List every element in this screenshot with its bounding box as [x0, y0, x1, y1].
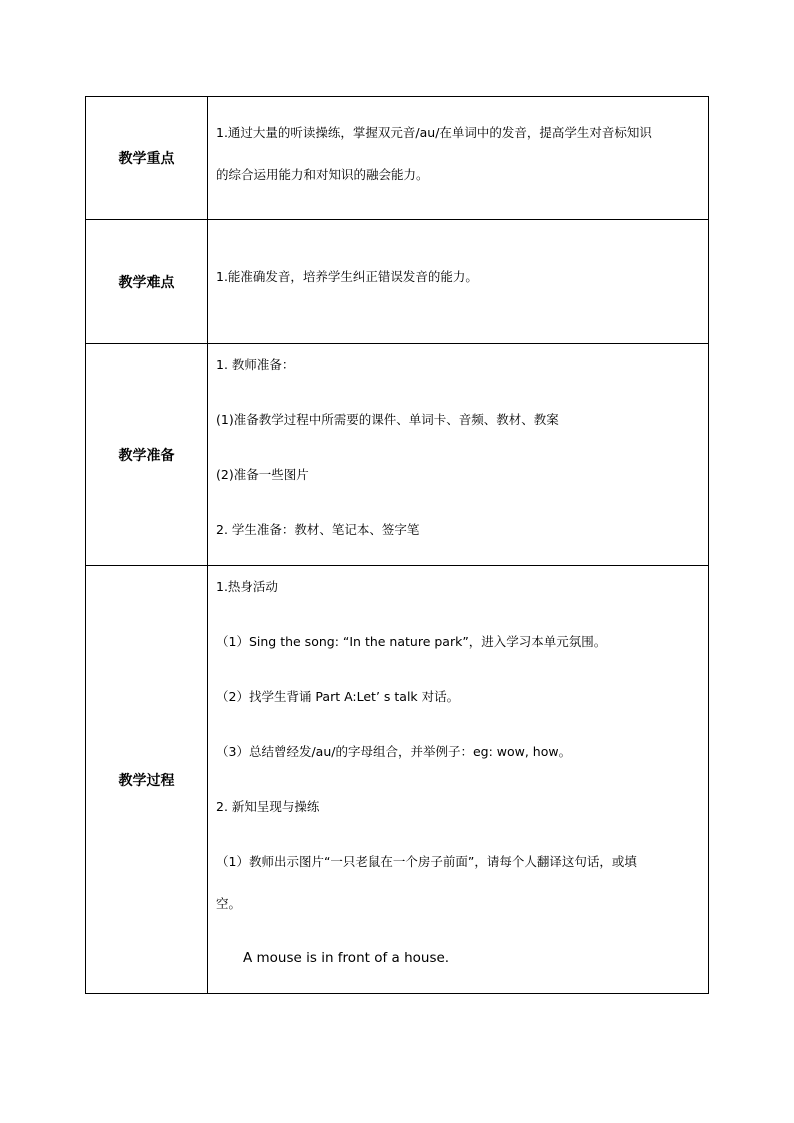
table-row: [86, 220, 709, 344]
row-content: [208, 97, 709, 220]
paragraph: 1.热身活动: [216, 579, 278, 594]
paragraph: （1）Sing the song: “In the nature park”，进入学习本单元氛围。: [216, 634, 607, 649]
row-content: [208, 220, 709, 344]
paragraph: 1.能准确发音，培养学生纠正错误发音的能力。: [216, 269, 478, 284]
table-row: [86, 566, 709, 994]
paragraph: （3）总结曾经发/au/的字母组合，并举例子：eg: wow, how。: [216, 744, 572, 759]
row-label: 教学重点: [86, 97, 208, 220]
table-row: [86, 97, 709, 220]
example-sentence: A mouse is in front of a house.: [243, 950, 450, 966]
lesson-plan-table: [85, 96, 709, 994]
row-content: [208, 344, 709, 566]
row-label: 教学准备: [86, 344, 208, 566]
paragraph: (1)准备教学过程中所需要的课件、单词卡、音频、教材、教案: [216, 412, 559, 427]
row-label: 教学难点: [86, 220, 208, 344]
paragraph: （2）找学生背诵 Part A:Let’ s talk 对话。: [216, 689, 460, 704]
paragraph: 1.通过大量的听读操练，掌握双元音/au/在单词中的发音，提高学生对音标知识: [216, 125, 652, 140]
row-content: [208, 566, 709, 994]
paragraph: (2)准备一些图片: [216, 467, 309, 482]
paragraph: 空。: [216, 896, 242, 911]
paragraph: （1）教师出示图片“一只老鼠在一个房子前面”，请每个人翻译这句话，或填: [216, 854, 637, 869]
paragraph: 2. 学生准备：教材、笔记本、签字笔: [216, 522, 420, 537]
table-row: [86, 344, 709, 566]
paragraph: 2. 新知呈现与操练: [216, 799, 320, 814]
row-label: 教学过程: [86, 566, 208, 994]
paragraph: 的综合运用能力和对知识的融会能力。: [216, 167, 429, 182]
paragraph: 1. 教师准备：: [216, 357, 295, 372]
